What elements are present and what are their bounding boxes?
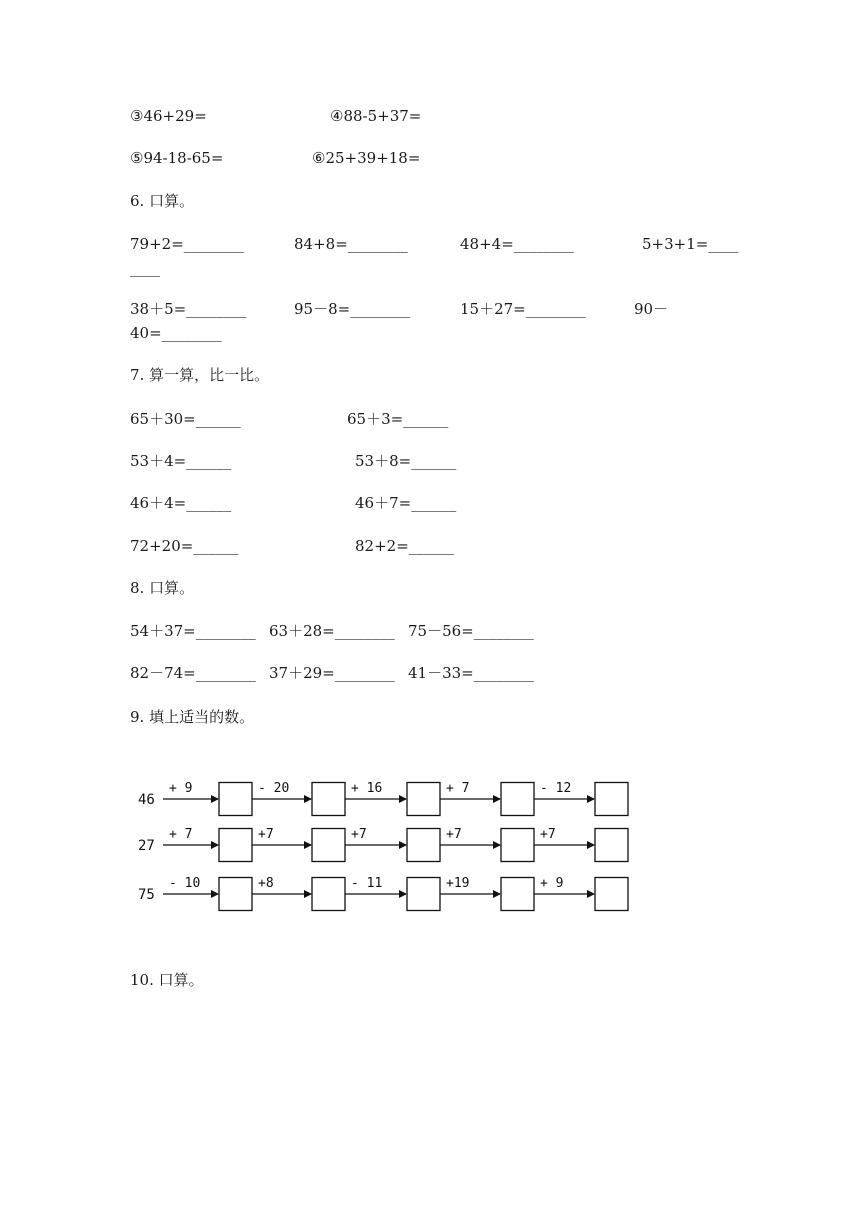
answer-box: [501, 829, 534, 862]
problem-6: ⑥25+39+18=: [312, 149, 421, 167]
chain-operation-label: +7: [540, 827, 556, 842]
q6-item-wrap: 40=________: [130, 324, 222, 342]
chain-operation-label: - 11: [351, 876, 383, 891]
q6-title: 6. 口算。: [130, 192, 195, 210]
q6-item: 84+8=________: [294, 235, 408, 253]
answer-box: [219, 783, 252, 816]
q7-right-item: 82+2=______: [355, 537, 454, 555]
answer-box: [407, 783, 440, 816]
chain-operation-label: +7: [446, 827, 462, 842]
q6-item: 15＋27=________: [460, 300, 586, 318]
answer-box: [407, 878, 440, 911]
q7-left-item: 53＋4=______: [130, 452, 232, 470]
answer-box: [501, 783, 534, 816]
q8-title: 8. 口算。: [130, 579, 195, 597]
chain-operation-label: + 9: [169, 781, 193, 796]
q7-left-item: 46＋4=______: [130, 494, 232, 512]
chain-operation-label: + 7: [446, 781, 470, 796]
chain-operation-label: - 12: [540, 781, 572, 796]
chain-operation-label: +7: [258, 827, 274, 842]
q8-item: 54＋37=________: [130, 622, 256, 640]
q8-item: 82－74=________: [130, 664, 256, 682]
q7-right-item: 65＋3=______: [347, 410, 449, 428]
q6-item: 5+3+1=____: [642, 235, 739, 253]
answer-box: [595, 829, 628, 862]
q8-item: 75－56=________: [408, 622, 534, 640]
q6-item: 48+4=________: [460, 235, 574, 253]
problem-5: ⑤94-18-65=: [130, 149, 224, 167]
q7-right-item: 46＋7=______: [355, 494, 457, 512]
answer-box: [595, 783, 628, 816]
chain-operation-label: + 9: [540, 876, 564, 891]
q8-item: 63＋28=________: [269, 622, 395, 640]
q6-item: 90－: [634, 300, 669, 318]
chain-operation-label: +19: [446, 876, 470, 891]
answer-box: [312, 783, 345, 816]
chain-start-number: 27: [138, 838, 155, 854]
q10-title: 10. 口算。: [130, 971, 204, 989]
q9-title: 9. 填上适当的数。: [130, 708, 255, 726]
chain-operation-label: - 10: [169, 876, 201, 891]
chain-operation-label: + 16: [351, 781, 383, 796]
chain-start-number: 75: [138, 887, 155, 903]
q6-item: 38＋5=________: [130, 300, 247, 318]
q7-right-item: 53＋8=______: [355, 452, 457, 470]
q8-item: 37＋29=________: [269, 664, 395, 682]
chain-operation-label: +7: [351, 827, 367, 842]
q7-title: 7. 算一算，比一比。: [130, 366, 270, 384]
answer-box: [312, 829, 345, 862]
problem-4: ④88-5+37=: [330, 107, 422, 125]
q7-left-item: 65＋30=______: [130, 410, 241, 428]
answer-box: [501, 878, 534, 911]
chain-operation-label: - 20: [258, 781, 290, 796]
answer-box: [595, 878, 628, 911]
q8-item: 41－33=________: [408, 664, 534, 682]
q6-item-wrap: ____: [130, 259, 160, 277]
answer-box: [219, 829, 252, 862]
answer-box: [219, 878, 252, 911]
chain-operation-label: + 7: [169, 827, 193, 842]
chain-operation-label: +8: [258, 876, 274, 891]
chain-start-number: 46: [138, 792, 155, 808]
q6-item: 95－8=________: [294, 300, 411, 318]
answer-box: [407, 829, 440, 862]
answer-box: [312, 878, 345, 911]
problem-3: ③46+29=: [130, 107, 207, 125]
q6-item: 79+2=________: [130, 235, 244, 253]
q7-left-item: 72+20=______: [130, 537, 239, 555]
